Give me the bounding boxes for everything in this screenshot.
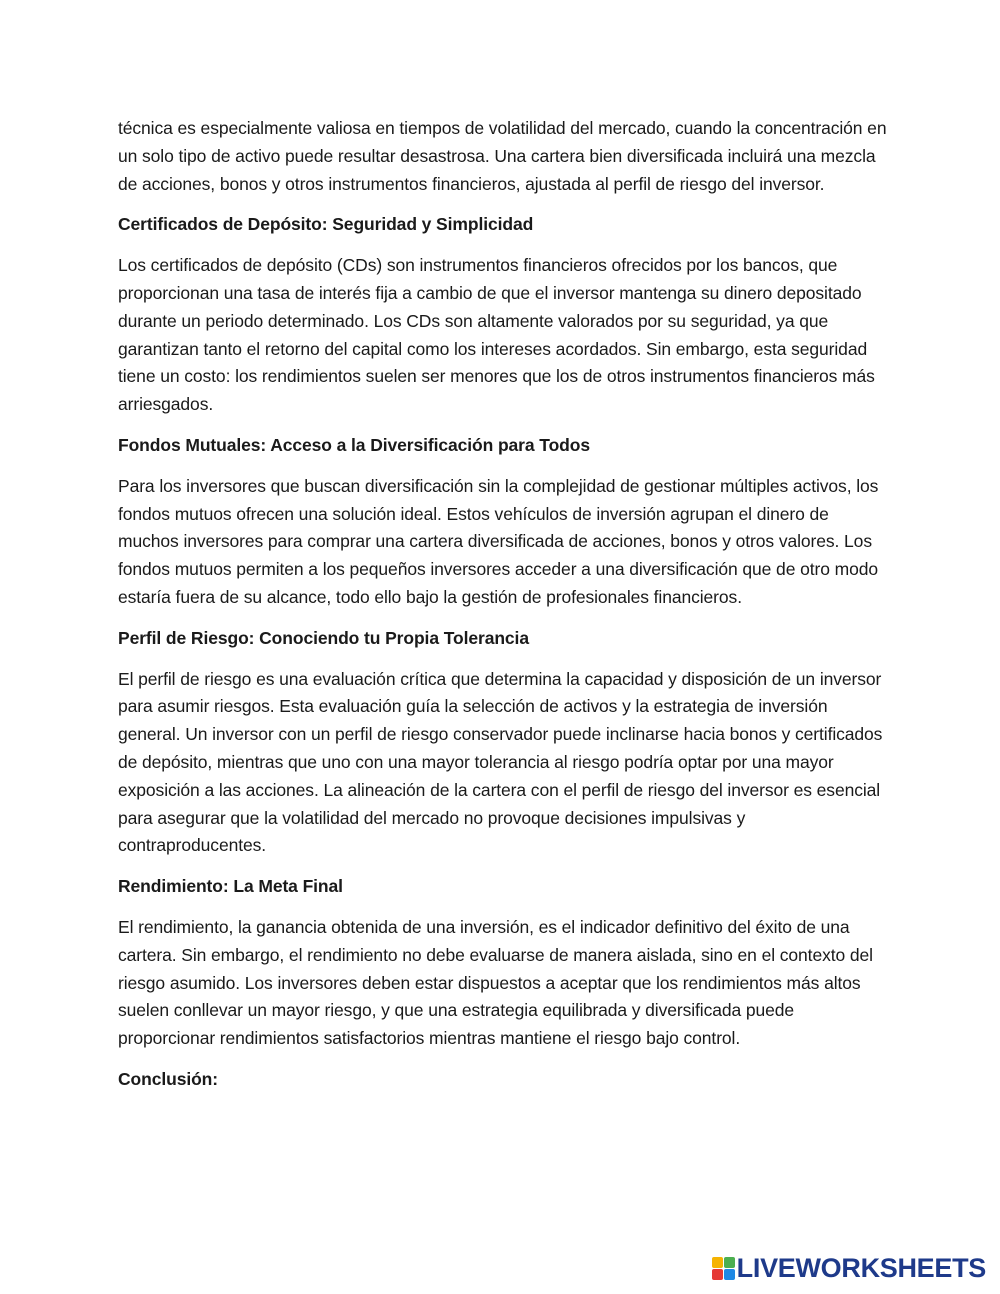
liveworksheets-logo[interactable]	[712, 1255, 986, 1281]
logo-tile-blue	[724, 1269, 735, 1280]
conclusion-heading: Conclusión:	[118, 1068, 219, 1089]
section-body-certificados: Los certificados de depósito (CDs) son instrumentos financieros ofrecidos por los bancos, que proporcionan una tasa de interés fija a cambio de que el inversor mantenga su dinero depositado durante un periodo determinado. Los CDs son altamente valorados por su seguridad, ya que garantizan tanto el retorno del capital como los intereses acordados. Sin embargo, esta seguridad tiene un costo: los rendimientos suelen ser menores que los de otros instrumentos financieros más arriesgados.	[118, 255, 875, 415]
logo-tile-green	[724, 1257, 735, 1268]
logo-tile-yellow	[712, 1257, 723, 1268]
section-body-fondos: Para los inversores que buscan diversificación sin la complejidad de gestionar múltiples activos, los fondos mutuos ofrecen una solución ideal. Estos vehículos de inversión agrupan el dinero de muchos inversores para comprar una cartera diversificada de acciones, bonos y otros valores. Los fondos mutuos permiten a los pequeños inversores acceder a una diversificación que de otro modo estaría fuera de su alcance, todo ello bajo la gestión de profesionales financieros.	[118, 475, 879, 607]
section-heading-fondos: Fondos Mutuales: Acceso a la Diversificación para Todos	[118, 434, 590, 455]
logo-wordmark: LIVEWORKSHEETS	[736, 1253, 986, 1283]
liveworksheets-logo-icon	[712, 1257, 735, 1280]
section-body-perfil: El perfil de riesgo es una evaluación crítica que determina la capacidad y disposición de un inversor para asumir riesgos. Esta evaluación guía la selección de activos y la estrategia de inversión general. Un inversor con un perfil de riesgo conservador puede inclinarse hacia bonos y certificados de depósito, mientras que uno con una mayor tolerancia al riesgo podría optar por una mayor exposición a las acciones. La alineación de la cartera con el perfil de riesgo del inversor es esencial para asegurar que la volatilidad del mercado no provoque decisiones impulsivas y contraproducentes.	[118, 668, 883, 856]
section-heading-rendimiento: Rendimiento: La Meta Final	[118, 876, 343, 897]
intro-paragraph: técnica es especialmente valiosa en tiempos de volatilidad del mercado, cuando la concentración en un solo tipo de activo puede resultar desastrosa. Una cartera bien diversificada incluirá una mezcla de acciones, bonos y otros instrumentos financieros, ajustada al perfil de riesgo del inversor.	[118, 118, 887, 194]
section-heading-certificados: Certificados de Depósito: Seguridad y Simplicidad	[118, 214, 534, 235]
section-body-rendimiento: El rendimiento, la ganancia obtenida de una inversión, es el indicador definitivo del éxito de una cartera. Sin embargo, el rendimiento no debe evaluarse de manera aislada, sino en el contexto del riesgo asumido. Los inversores deben estar dispuestos a aceptar que los rendimientos más altos suelen conllevar un mayor riesgo, y que una estrategia equilibrada y diversificada puede proporcionar rendimientos satisfactorios mientras mantiene el riesgo bajo control.	[118, 916, 873, 1049]
document-page	[118, 115, 888, 1107]
section-heading-perfil: Perfil de Riesgo: Conociendo tu Propia Tolerancia	[118, 627, 529, 648]
logo-tile-red	[712, 1269, 723, 1280]
